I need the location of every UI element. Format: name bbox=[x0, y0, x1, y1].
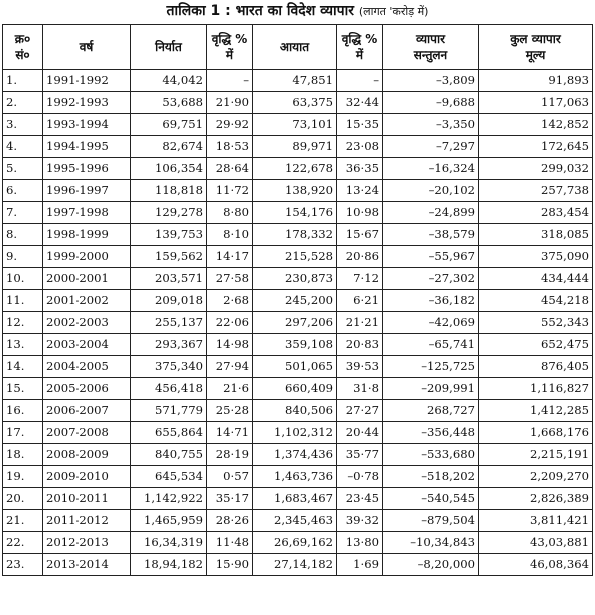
cell-year: 1997-1998 bbox=[43, 202, 131, 224]
header-balance bbox=[383, 25, 479, 70]
cell-total: 46,08,364 bbox=[479, 554, 593, 576]
cell-sn: 5. bbox=[3, 158, 43, 180]
cell-year: 2012-2013 bbox=[43, 532, 131, 554]
cell-year: 2002-2003 bbox=[43, 312, 131, 334]
cell-exports: 375,340 bbox=[131, 356, 207, 378]
cell-exports: 129,278 bbox=[131, 202, 207, 224]
cell-balance: –16,324 bbox=[383, 158, 479, 180]
cell-imports: 297,206 bbox=[253, 312, 337, 334]
header-balance-line: व्यापार bbox=[415, 32, 445, 46]
cell-year: 2005-2006 bbox=[43, 378, 131, 400]
table-row bbox=[3, 92, 593, 114]
cell-sn: 9. bbox=[3, 246, 43, 268]
cell-imports: 501,065 bbox=[253, 356, 337, 378]
cell-imports: 154,176 bbox=[253, 202, 337, 224]
cell-year: 2001-2002 bbox=[43, 290, 131, 312]
cell-total: 43,03,881 bbox=[479, 532, 593, 554]
cell-growth-exports: 21·6 bbox=[207, 378, 253, 400]
cell-growth-imports: 20·44 bbox=[337, 422, 383, 444]
table-row bbox=[3, 202, 593, 224]
cell-sn: 18. bbox=[3, 444, 43, 466]
cell-sn: 14. bbox=[3, 356, 43, 378]
cell-exports: 255,137 bbox=[131, 312, 207, 334]
cell-growth-exports: 11·48 bbox=[207, 532, 253, 554]
header-row bbox=[3, 25, 593, 70]
cell-year: 2006-2007 bbox=[43, 400, 131, 422]
cell-imports: 73,101 bbox=[253, 114, 337, 136]
cell-growth-exports: 0·57 bbox=[207, 466, 253, 488]
cell-sn: 13. bbox=[3, 334, 43, 356]
table-row bbox=[3, 268, 593, 290]
cell-exports: 840,755 bbox=[131, 444, 207, 466]
table-row bbox=[3, 312, 593, 334]
cell-balance: –55,967 bbox=[383, 246, 479, 268]
cell-total: 117,063 bbox=[479, 92, 593, 114]
cell-sn: 20. bbox=[3, 488, 43, 510]
cell-total: 91,893 bbox=[479, 70, 593, 92]
cell-growth-exports: 35·17 bbox=[207, 488, 253, 510]
header-imports-line: आयात bbox=[279, 40, 310, 54]
header-growth-imports-line: में bbox=[355, 48, 364, 62]
cell-year: 2013-2014 bbox=[43, 554, 131, 576]
cell-growth-exports: 28·26 bbox=[207, 510, 253, 532]
cell-growth-exports: 21·90 bbox=[207, 92, 253, 114]
cell-imports: 89,971 bbox=[253, 136, 337, 158]
cell-total: 299,032 bbox=[479, 158, 593, 180]
cell-sn: 10. bbox=[3, 268, 43, 290]
cell-exports: 209,018 bbox=[131, 290, 207, 312]
table-row bbox=[3, 422, 593, 444]
cell-year: 1993-1994 bbox=[43, 114, 131, 136]
cell-growth-exports: 28·19 bbox=[207, 444, 253, 466]
cell-imports: 359,108 bbox=[253, 334, 337, 356]
header-balance-line: सन्तुलन bbox=[413, 48, 448, 62]
cell-growth-exports: 11·72 bbox=[207, 180, 253, 202]
cell-exports: 1,142,922 bbox=[131, 488, 207, 510]
cell-year: 2010-2011 bbox=[43, 488, 131, 510]
cell-growth-imports: –0·78 bbox=[337, 466, 383, 488]
cell-growth-imports: 21·21 bbox=[337, 312, 383, 334]
cell-total: 454,218 bbox=[479, 290, 593, 312]
cell-growth-exports: 14·71 bbox=[207, 422, 253, 444]
cell-year: 2008-2009 bbox=[43, 444, 131, 466]
cell-exports: 1,465,959 bbox=[131, 510, 207, 532]
cell-total: 172,645 bbox=[479, 136, 593, 158]
cell-exports: 655,864 bbox=[131, 422, 207, 444]
cell-exports: 645,534 bbox=[131, 466, 207, 488]
cell-balance: –36,182 bbox=[383, 290, 479, 312]
cell-balance: –38,579 bbox=[383, 224, 479, 246]
cell-total: 283,454 bbox=[479, 202, 593, 224]
table-row bbox=[3, 114, 593, 136]
cell-balance: –20,102 bbox=[383, 180, 479, 202]
cell-exports: 69,751 bbox=[131, 114, 207, 136]
table-row bbox=[3, 224, 593, 246]
cell-imports: 660,409 bbox=[253, 378, 337, 400]
table-row bbox=[3, 554, 593, 576]
cell-exports: 456,418 bbox=[131, 378, 207, 400]
cell-growth-exports: 27·94 bbox=[207, 356, 253, 378]
table-row bbox=[3, 334, 593, 356]
header-sn bbox=[3, 25, 43, 70]
cell-total: 2,826,389 bbox=[479, 488, 593, 510]
table-row bbox=[3, 290, 593, 312]
cell-growth-imports: 13·80 bbox=[337, 532, 383, 554]
cell-growth-imports: 27·27 bbox=[337, 400, 383, 422]
header-growth-exports-line: वृद्धि % bbox=[211, 32, 248, 46]
table-row bbox=[3, 180, 593, 202]
cell-sn: 15. bbox=[3, 378, 43, 400]
cell-sn: 12. bbox=[3, 312, 43, 334]
cell-sn: 2. bbox=[3, 92, 43, 114]
cell-exports: 203,571 bbox=[131, 268, 207, 290]
cell-total: 375,090 bbox=[479, 246, 593, 268]
cell-year: 2007-2008 bbox=[43, 422, 131, 444]
cell-year: 1998-1999 bbox=[43, 224, 131, 246]
cell-imports: 230,873 bbox=[253, 268, 337, 290]
cell-total: 876,405 bbox=[479, 356, 593, 378]
cell-year: 1992-1993 bbox=[43, 92, 131, 114]
cell-total: 2,215,191 bbox=[479, 444, 593, 466]
cell-year: 2011-2012 bbox=[43, 510, 131, 532]
cell-exports: 16,34,319 bbox=[131, 532, 207, 554]
cell-balance: –10,34,843 bbox=[383, 532, 479, 554]
cell-growth-imports: 15·35 bbox=[337, 114, 383, 136]
header-sn-line: क्र० bbox=[14, 32, 31, 46]
cell-balance: –9,688 bbox=[383, 92, 479, 114]
cell-imports: 2,345,463 bbox=[253, 510, 337, 532]
table-title-note: (लागत 'करोड़ में) bbox=[358, 5, 429, 18]
cell-sn: 6. bbox=[3, 180, 43, 202]
header-exports-line: निर्यात bbox=[155, 40, 182, 54]
cell-imports: 1,683,467 bbox=[253, 488, 337, 510]
cell-total: 142,852 bbox=[479, 114, 593, 136]
cell-imports: 1,463,736 bbox=[253, 466, 337, 488]
cell-growth-imports: – bbox=[337, 70, 383, 92]
cell-exports: 18,94,182 bbox=[131, 554, 207, 576]
cell-balance: –8,20,000 bbox=[383, 554, 479, 576]
cell-exports: 159,562 bbox=[131, 246, 207, 268]
cell-year: 2009-2010 bbox=[43, 466, 131, 488]
header-growth-imports-line: वृद्धि % bbox=[341, 32, 378, 46]
cell-sn: 23. bbox=[3, 554, 43, 576]
cell-imports: 122,678 bbox=[253, 158, 337, 180]
table-row bbox=[3, 136, 593, 158]
table-row bbox=[3, 400, 593, 422]
foreign-trade-table bbox=[2, 24, 593, 576]
cell-growth-imports: 6·21 bbox=[337, 290, 383, 312]
cell-imports: 138,920 bbox=[253, 180, 337, 202]
table-row bbox=[3, 378, 593, 400]
table-row bbox=[3, 246, 593, 268]
cell-growth-imports: 39·32 bbox=[337, 510, 383, 532]
cell-sn: 19. bbox=[3, 466, 43, 488]
cell-growth-exports: 8·10 bbox=[207, 224, 253, 246]
cell-balance: –879,504 bbox=[383, 510, 479, 532]
cell-exports: 44,042 bbox=[131, 70, 207, 92]
cell-year: 1995-1996 bbox=[43, 158, 131, 180]
cell-growth-imports: 13·24 bbox=[337, 180, 383, 202]
cell-imports: 178,332 bbox=[253, 224, 337, 246]
cell-year: 2004-2005 bbox=[43, 356, 131, 378]
table-title-main: तालिका 1 : भारत का विदेश व्यापार bbox=[166, 3, 354, 19]
cell-growth-exports: 8·80 bbox=[207, 202, 253, 224]
cell-balance: –209,991 bbox=[383, 378, 479, 400]
cell-imports: 27,14,182 bbox=[253, 554, 337, 576]
cell-exports: 82,674 bbox=[131, 136, 207, 158]
cell-growth-exports: 25·28 bbox=[207, 400, 253, 422]
cell-balance: 268,727 bbox=[383, 400, 479, 422]
table-row bbox=[3, 532, 593, 554]
cell-growth-imports: 39·53 bbox=[337, 356, 383, 378]
cell-growth-exports: 27·58 bbox=[207, 268, 253, 290]
table-row bbox=[3, 444, 593, 466]
header-year bbox=[43, 25, 131, 70]
header-growth-exports bbox=[207, 25, 253, 70]
cell-sn: 11. bbox=[3, 290, 43, 312]
header-growth-imports bbox=[337, 25, 383, 70]
cell-growth-imports: 7·12 bbox=[337, 268, 383, 290]
header-exports bbox=[131, 25, 207, 70]
cell-imports: 1,374,436 bbox=[253, 444, 337, 466]
cell-growth-exports: 18·53 bbox=[207, 136, 253, 158]
cell-total: 552,343 bbox=[479, 312, 593, 334]
cell-sn: 4. bbox=[3, 136, 43, 158]
cell-growth-imports: 20·86 bbox=[337, 246, 383, 268]
cell-imports: 840,506 bbox=[253, 400, 337, 422]
cell-balance: –540,545 bbox=[383, 488, 479, 510]
cell-exports: 53,688 bbox=[131, 92, 207, 114]
table-row bbox=[3, 70, 593, 92]
cell-exports: 106,354 bbox=[131, 158, 207, 180]
cell-imports: 245,200 bbox=[253, 290, 337, 312]
cell-balance: –65,741 bbox=[383, 334, 479, 356]
cell-balance: –27,302 bbox=[383, 268, 479, 290]
cell-growth-exports: 28·64 bbox=[207, 158, 253, 180]
cell-growth-exports: 14·98 bbox=[207, 334, 253, 356]
cell-sn: 3. bbox=[3, 114, 43, 136]
header-total-line: मूल्य bbox=[525, 48, 546, 62]
cell-balance: –7,297 bbox=[383, 136, 479, 158]
cell-growth-imports: 35·77 bbox=[337, 444, 383, 466]
header-year-line: वर्ष bbox=[79, 40, 94, 54]
cell-imports: 47,851 bbox=[253, 70, 337, 92]
cell-sn: 7. bbox=[3, 202, 43, 224]
table-row bbox=[3, 158, 593, 180]
cell-total: 2,209,270 bbox=[479, 466, 593, 488]
table-row bbox=[3, 466, 593, 488]
cell-total: 652,475 bbox=[479, 334, 593, 356]
cell-growth-imports: 31·8 bbox=[337, 378, 383, 400]
cell-total: 434,444 bbox=[479, 268, 593, 290]
table-row bbox=[3, 510, 593, 532]
cell-growth-exports: 14·17 bbox=[207, 246, 253, 268]
cell-growth-imports: 15·67 bbox=[337, 224, 383, 246]
cell-balance: –42,069 bbox=[383, 312, 479, 334]
cell-imports: 1,102,312 bbox=[253, 422, 337, 444]
header-growth-exports-line: में bbox=[225, 48, 234, 62]
cell-imports: 63,375 bbox=[253, 92, 337, 114]
cell-balance: –518,202 bbox=[383, 466, 479, 488]
cell-imports: 215,528 bbox=[253, 246, 337, 268]
cell-imports: 26,69,162 bbox=[253, 532, 337, 554]
cell-growth-imports: 23·08 bbox=[337, 136, 383, 158]
cell-year: 2003-2004 bbox=[43, 334, 131, 356]
cell-growth-exports: 29·92 bbox=[207, 114, 253, 136]
table-row bbox=[3, 488, 593, 510]
cell-balance: –125,725 bbox=[383, 356, 479, 378]
cell-growth-exports: 15·90 bbox=[207, 554, 253, 576]
cell-balance: –533,680 bbox=[383, 444, 479, 466]
cell-total: 1,116,827 bbox=[479, 378, 593, 400]
cell-balance: –3,809 bbox=[383, 70, 479, 92]
cell-growth-imports: 1·69 bbox=[337, 554, 383, 576]
cell-sn: 8. bbox=[3, 224, 43, 246]
header-imports bbox=[253, 25, 337, 70]
cell-growth-imports: 23·45 bbox=[337, 488, 383, 510]
cell-total: 257,738 bbox=[479, 180, 593, 202]
cell-balance: –24,899 bbox=[383, 202, 479, 224]
cell-growth-imports: 20·83 bbox=[337, 334, 383, 356]
cell-sn: 22. bbox=[3, 532, 43, 554]
cell-growth-exports: 22·06 bbox=[207, 312, 253, 334]
cell-total: 3,811,421 bbox=[479, 510, 593, 532]
cell-sn: 16. bbox=[3, 400, 43, 422]
table-body bbox=[3, 70, 593, 576]
header-total-line: कुल व्यापार bbox=[510, 32, 561, 46]
header-total bbox=[479, 25, 593, 70]
cell-sn: 1. bbox=[3, 70, 43, 92]
cell-total: 318,085 bbox=[479, 224, 593, 246]
cell-exports: 293,367 bbox=[131, 334, 207, 356]
cell-total: 1,412,285 bbox=[479, 400, 593, 422]
header-sn-line: सं० bbox=[15, 48, 30, 62]
cell-year: 1999-2000 bbox=[43, 246, 131, 268]
cell-exports: 571,779 bbox=[131, 400, 207, 422]
cell-exports: 139,753 bbox=[131, 224, 207, 246]
cell-growth-exports: – bbox=[207, 70, 253, 92]
cell-exports: 118,818 bbox=[131, 180, 207, 202]
cell-balance: –3,350 bbox=[383, 114, 479, 136]
cell-growth-imports: 32·44 bbox=[337, 92, 383, 114]
cell-year: 1991-1992 bbox=[43, 70, 131, 92]
cell-total: 1,668,176 bbox=[479, 422, 593, 444]
cell-growth-imports: 10·98 bbox=[337, 202, 383, 224]
cell-balance: –356,448 bbox=[383, 422, 479, 444]
cell-year: 1996-1997 bbox=[43, 180, 131, 202]
cell-year: 2000-2001 bbox=[43, 268, 131, 290]
cell-growth-exports: 2·68 bbox=[207, 290, 253, 312]
cell-sn: 17. bbox=[3, 422, 43, 444]
table-row bbox=[3, 356, 593, 378]
cell-year: 1994-1995 bbox=[43, 136, 131, 158]
cell-sn: 21. bbox=[3, 510, 43, 532]
table-title bbox=[0, 0, 595, 22]
cell-growth-imports: 36·35 bbox=[337, 158, 383, 180]
